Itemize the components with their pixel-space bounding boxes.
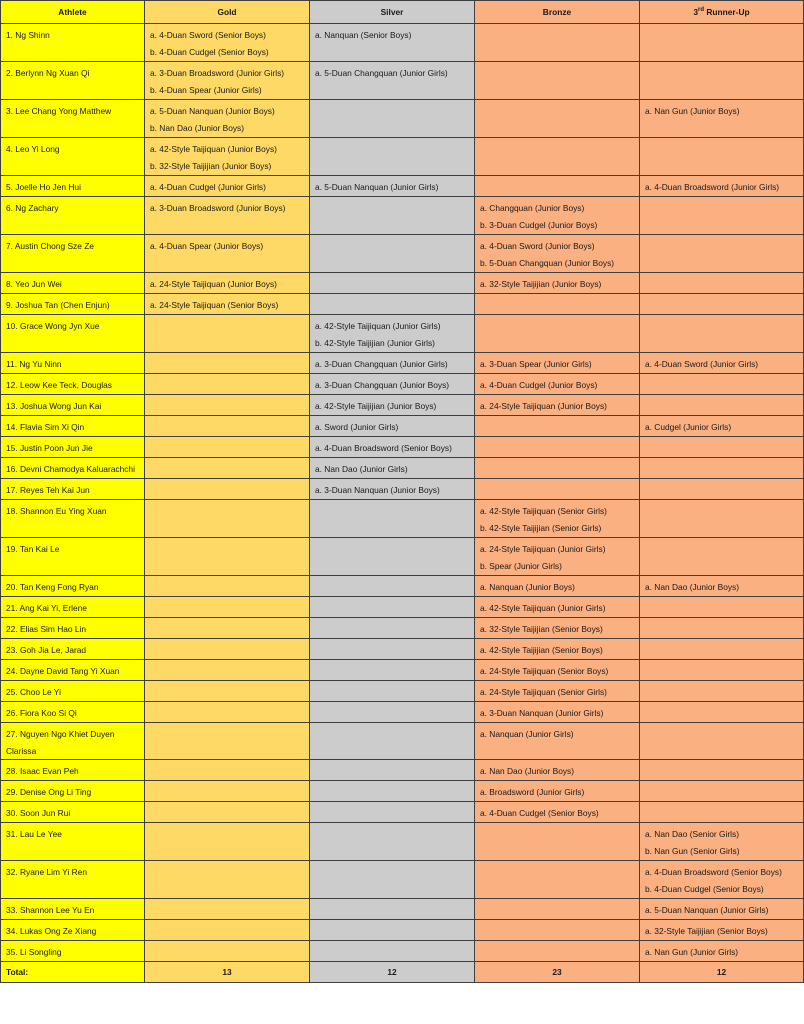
bronze-cell [475, 702, 640, 723]
runner-up-cell [640, 138, 804, 176]
runner-up-cell [640, 802, 804, 823]
table-body [1, 24, 804, 962]
event-entry: a. 5-Duan Nanquan (Junior Girls) [645, 905, 769, 915]
event-entry: a. 4-Duan Broadsword (Senior Boys) [315, 443, 452, 453]
table-row [1, 416, 804, 437]
header-row [1, 1, 804, 24]
gold-cell [145, 479, 310, 500]
bronze-cell [475, 458, 640, 479]
event-entry: b. 4-Duan Spear (Junior Girls) [150, 84, 262, 95]
table-row [1, 176, 804, 197]
event-entry: a. Changquan (Junior Boys) [480, 203, 585, 213]
runner-up-cell [640, 458, 804, 479]
total-row [1, 962, 804, 983]
table-row [1, 760, 804, 781]
event-entry: a. 42-Style Taijiquan (Junior Girls) [480, 603, 606, 613]
silver-cell [310, 24, 475, 62]
runner-up-cell [640, 500, 804, 538]
bronze-cell [475, 24, 640, 62]
bronze-cell [475, 941, 640, 962]
table-row [1, 802, 804, 823]
bronze-cell [475, 416, 640, 437]
athlete-name: 29. Denise Ong Li Ting [1, 781, 145, 802]
bronze-cell [475, 597, 640, 618]
runner-up-cell [640, 100, 804, 138]
event-entry: a. Nan Gun (Junior Boys) [645, 106, 740, 116]
gold-cell [145, 235, 310, 273]
event-entry: b. 4-Duan Cudgel (Senior Boys) [645, 883, 764, 894]
runner-up-cell [640, 374, 804, 395]
event-entry: a. 4-Duan Sword (Junior Girls) [645, 359, 759, 369]
runner-up-cell [640, 781, 804, 802]
athlete-name: 5. Joelle Ho Jen Hui [1, 176, 145, 197]
athlete-name: 16. Devni Chamodya Kaluarachchi [1, 458, 145, 479]
gold-cell [145, 941, 310, 962]
silver-cell [310, 920, 475, 941]
table-row [1, 702, 804, 723]
total-gold: 13 [145, 962, 310, 983]
event-entry: b. 42-Style Taijijian (Senior Girls) [480, 522, 602, 533]
athlete-name: 11. Ng Yu Ninn [1, 353, 145, 374]
silver-cell [310, 538, 475, 576]
table-row [1, 681, 804, 702]
bronze-cell [475, 920, 640, 941]
silver-cell [310, 235, 475, 273]
gold-cell [145, 597, 310, 618]
gold-cell [145, 197, 310, 235]
gold-cell [145, 681, 310, 702]
runner-up-cell [640, 273, 804, 294]
bronze-cell [475, 723, 640, 760]
silver-cell [310, 479, 475, 500]
gold-cell [145, 62, 310, 100]
event-entry: a. 24-Style Taijiquan (Senior Boys) [150, 300, 279, 310]
gold-cell [145, 353, 310, 374]
event-entry: a. 4-Duan Broadsword (Junior Girls) [645, 182, 780, 192]
runner-up-cell [640, 681, 804, 702]
runner-up-cell [640, 899, 804, 920]
runner-up-cell [640, 538, 804, 576]
gold-cell [145, 294, 310, 315]
silver-cell [310, 681, 475, 702]
silver-cell [310, 861, 475, 899]
athlete-name: 7. Austin Chong Sze Ze [1, 235, 145, 273]
runner-up-cell [640, 723, 804, 760]
runner-up-cell [640, 62, 804, 100]
event-entry: a. 4-Duan Cudgel (Senior Boys) [480, 808, 599, 818]
gold-cell [145, 100, 310, 138]
silver-cell [310, 197, 475, 235]
event-entry: b. 32-Style Taijijian (Junior Boys) [150, 160, 272, 171]
runner-up-cell [640, 660, 804, 681]
athlete-name: 3. Lee Chang Yong Matthew [1, 100, 145, 138]
table-row [1, 395, 804, 416]
table-row [1, 920, 804, 941]
runner-up-cell [640, 294, 804, 315]
bronze-cell [475, 395, 640, 416]
event-entry: a. Cudgel (Junior Girls) [645, 422, 732, 432]
event-entry: a. 4-Duan Broadsword (Senior Boys) [645, 867, 782, 877]
silver-cell [310, 781, 475, 802]
athlete-name: 1. Ng Shinn [1, 24, 145, 62]
bronze-cell [475, 62, 640, 100]
gold-cell [145, 920, 310, 941]
event-entry: a. 42-Style Taijiquan (Junior Boys) [150, 144, 277, 154]
total-runner-up: 12 [640, 962, 804, 983]
bronze-cell [475, 273, 640, 294]
gold-cell [145, 702, 310, 723]
silver-cell [310, 618, 475, 639]
bronze-cell [475, 437, 640, 458]
athlete-name: 31. Lau Le Yee [1, 823, 145, 861]
silver-cell [310, 395, 475, 416]
silver-cell [310, 374, 475, 395]
bronze-cell [475, 315, 640, 353]
silver-cell [310, 416, 475, 437]
bronze-cell [475, 479, 640, 500]
event-entry: a. 5-Duan Nanquan (Junior Boys) [150, 106, 275, 116]
gold-cell [145, 660, 310, 681]
silver-cell [310, 458, 475, 479]
silver-cell [310, 660, 475, 681]
event-entry: a. 42-Style Taijijian (Junior Boys) [315, 401, 437, 411]
table-row [1, 618, 804, 639]
event-entry: a. 24-Style Taijiquan (Senior Girls) [480, 687, 607, 697]
silver-cell [310, 62, 475, 100]
runner-up-cell [640, 941, 804, 962]
event-entry: b. Nan Gun (Senior Girls) [645, 845, 740, 856]
runner-up-cell [640, 597, 804, 618]
table-row [1, 374, 804, 395]
bronze-cell [475, 899, 640, 920]
athlete-name: 22. Elias Sim Hao Lin [1, 618, 145, 639]
athlete-name: 4. Leo Yi Long [1, 138, 145, 176]
table-row [1, 500, 804, 538]
header-runner-up-sup: rd [698, 7, 705, 14]
total-bronze: 23 [475, 962, 640, 983]
event-entry: a. 4-Duan Cudgel (Junior Girls) [150, 182, 266, 192]
athlete-name: 9. Joshua Tan (Chen Enjun) [1, 294, 145, 315]
table-row [1, 100, 804, 138]
bronze-cell [475, 681, 640, 702]
gold-cell [145, 176, 310, 197]
athlete-name: 15. Justin Poon Jun Jie [1, 437, 145, 458]
header-bronze: Bronze [475, 1, 640, 24]
event-entry: a. Nan Dao (Junior Boys) [645, 582, 740, 592]
silver-cell [310, 639, 475, 660]
athlete-name: 27. Nguyen Ngo Khiet Duyen Clarissa [1, 723, 145, 760]
runner-up-cell [640, 479, 804, 500]
runner-up-cell [640, 920, 804, 941]
event-entry: a. 24-Style Taijiquan (Junior Boys) [480, 401, 607, 411]
bronze-cell [475, 197, 640, 235]
athlete-name: 2. Berlynn Ng Xuan Qi [1, 62, 145, 100]
silver-cell [310, 597, 475, 618]
bronze-cell [475, 294, 640, 315]
event-entry: a. Nanquan (Junior Boys) [480, 582, 575, 592]
table-row [1, 437, 804, 458]
table-row [1, 597, 804, 618]
bronze-cell [475, 500, 640, 538]
runner-up-cell [640, 639, 804, 660]
runner-up-cell [640, 437, 804, 458]
event-entry: a. 3-Duan Broadsword (Junior Boys) [150, 203, 286, 213]
runner-up-cell [640, 760, 804, 781]
event-entry: b. Spear (Junior Girls) [480, 560, 562, 571]
athlete-name: 10. Grace Wong Jyn Xue [1, 315, 145, 353]
bronze-cell [475, 374, 640, 395]
event-entry: a. 3-Duan Spear (Junior Girls) [480, 359, 592, 369]
runner-up-cell [640, 197, 804, 235]
bronze-cell [475, 639, 640, 660]
silver-cell [310, 100, 475, 138]
silver-cell [310, 176, 475, 197]
table-row [1, 538, 804, 576]
silver-cell [310, 760, 475, 781]
athlete-name: 34. Lukas Ong Ze Xiang [1, 920, 145, 941]
runner-up-cell [640, 702, 804, 723]
table-row [1, 899, 804, 920]
table-row [1, 138, 804, 176]
event-entry: a. 42-Style Taijiquan (Senior Girls) [480, 506, 607, 516]
event-entry: b. 3-Duan Cudgel (Junior Boys) [480, 219, 598, 230]
runner-up-cell [640, 235, 804, 273]
header-runner-up-suffix: Runner-Up [704, 7, 750, 17]
bronze-cell [475, 802, 640, 823]
gold-cell [145, 24, 310, 62]
athlete-name: 8. Yeo Jun Wei [1, 273, 145, 294]
event-entry: a. 4-Duan Spear (Junior Boys) [150, 241, 264, 251]
bronze-cell [475, 235, 640, 273]
bronze-cell [475, 781, 640, 802]
athlete-name: 28. Isaac Evan Peh [1, 760, 145, 781]
runner-up-cell [640, 576, 804, 597]
event-entry: a. 4-Duan Sword (Senior Boys) [150, 30, 266, 40]
event-entry: a. 3-Duan Changquan (Junior Girls) [315, 359, 448, 369]
runner-up-cell [640, 861, 804, 899]
athlete-name: 23. Goh Jia Le, Jarad [1, 639, 145, 660]
bronze-cell [475, 576, 640, 597]
gold-cell [145, 500, 310, 538]
total-silver: 12 [310, 962, 475, 983]
gold-cell [145, 374, 310, 395]
runner-up-cell [640, 416, 804, 437]
athlete-name: 12. Leow Kee Teck, Douglas [1, 374, 145, 395]
event-entry: a. Nan Dao (Junior Girls) [315, 464, 408, 474]
event-entry: a. 5-Duan Changquan (Junior Girls) [315, 68, 448, 78]
gold-cell [145, 138, 310, 176]
event-entry: b. 42-Style Taijijian (Junior Girls) [315, 337, 435, 348]
athlete-name: 25. Choo Le Yi [1, 681, 145, 702]
silver-cell [310, 315, 475, 353]
event-entry: a. Nanquan (Senior Boys) [315, 30, 412, 40]
event-entry: b. 4-Duan Cudgel (Senior Boys) [150, 46, 269, 57]
table-row [1, 62, 804, 100]
runner-up-cell [640, 353, 804, 374]
runner-up-cell [640, 176, 804, 197]
athlete-name: 30. Soon Jun Rui [1, 802, 145, 823]
event-entry: a. 3-Duan Changquan (Junior Boys) [315, 380, 450, 390]
event-entry: a. 24-Style Taijiquan (Junior Boys) [150, 279, 277, 289]
header-silver: Silver [310, 1, 475, 24]
gold-cell [145, 416, 310, 437]
silver-cell [310, 941, 475, 962]
event-entry: a. 42-Style Taijiquan (Junior Girls) [315, 321, 441, 331]
event-entry: a. Nan Dao (Senior Girls) [645, 829, 740, 839]
silver-cell [310, 273, 475, 294]
athlete-name: 13. Joshua Wong Jun Kai [1, 395, 145, 416]
gold-cell [145, 823, 310, 861]
table-row [1, 781, 804, 802]
table-row [1, 639, 804, 660]
athlete-name: 14. Flavia Sim Xi Qin [1, 416, 145, 437]
athlete-name: 18. Shannon Eu Ying Xuan [1, 500, 145, 538]
event-entry: a. 32-Style Taijijian (Junior Boys) [480, 279, 602, 289]
gold-cell [145, 315, 310, 353]
table-row [1, 823, 804, 861]
gold-cell [145, 273, 310, 294]
athlete-name: 21. Ang Kai Yi, Erlene [1, 597, 145, 618]
bronze-cell [475, 823, 640, 861]
header-runner-up-prefix: 3 [693, 7, 699, 17]
event-entry: a. 3-Duan Broadsword (Junior Girls) [150, 68, 285, 78]
table-row [1, 294, 804, 315]
gold-cell [145, 437, 310, 458]
bronze-cell [475, 353, 640, 374]
event-entry: a. 42-Style Taijijian (Senior Boys) [480, 645, 603, 655]
gold-cell [145, 639, 310, 660]
bronze-cell [475, 618, 640, 639]
silver-cell [310, 138, 475, 176]
athlete-name: 17. Reyes Teh Kai Jun [1, 479, 145, 500]
table-row [1, 479, 804, 500]
athlete-name: 35. Li Songling [1, 941, 145, 962]
silver-cell [310, 702, 475, 723]
gold-cell [145, 576, 310, 597]
silver-cell [310, 802, 475, 823]
silver-cell [310, 576, 475, 597]
silver-cell [310, 823, 475, 861]
event-entry: a. 24-Style Taijiquan (Senior Boys) [480, 666, 609, 676]
runner-up-cell [640, 315, 804, 353]
silver-cell [310, 899, 475, 920]
event-entry: a. 4-Duan Cudgel (Junior Boys) [480, 380, 598, 390]
athlete-name: 33. Shannon Lee Yu En [1, 899, 145, 920]
event-entry: a. 3-Duan Nanquan (Junior Girls) [480, 708, 604, 718]
gold-cell [145, 458, 310, 479]
table-row [1, 197, 804, 235]
bronze-cell [475, 138, 640, 176]
bronze-cell [475, 176, 640, 197]
athlete-name: 32. Ryane Lim Yi Ren [1, 861, 145, 899]
runner-up-cell [640, 823, 804, 861]
table-row [1, 861, 804, 899]
header-runner-up [640, 1, 804, 24]
gold-cell [145, 760, 310, 781]
athlete-name: 19. Tan Kai Le [1, 538, 145, 576]
event-entry: a. 3-Duan Nanquan (Junior Boys) [315, 485, 440, 495]
gold-cell [145, 802, 310, 823]
gold-cell [145, 781, 310, 802]
table-row [1, 660, 804, 681]
total-label: Total: [1, 962, 145, 983]
table-row [1, 273, 804, 294]
table-row [1, 353, 804, 374]
table-row [1, 235, 804, 273]
gold-cell [145, 861, 310, 899]
event-entry: a. 4-Duan Sword (Junior Boys) [480, 241, 595, 251]
table-row [1, 576, 804, 597]
bronze-cell [475, 861, 640, 899]
table-row [1, 723, 804, 760]
gold-cell [145, 899, 310, 920]
gold-cell [145, 618, 310, 639]
athlete-name: 6. Ng Zachary [1, 197, 145, 235]
runner-up-cell [640, 395, 804, 416]
event-entry: b. Nan Dao (Junior Boys) [150, 122, 245, 133]
event-entry: b. 5-Duan Changquan (Junior Boys) [480, 257, 615, 268]
silver-cell [310, 723, 475, 760]
table-row [1, 458, 804, 479]
silver-cell [310, 294, 475, 315]
header-athlete: Athlete [1, 1, 145, 24]
table-row [1, 941, 804, 962]
event-entry: a. Broadsword (Junior Girls) [480, 787, 585, 797]
event-entry: a. 24-Style Taijiquan (Junior Girls) [480, 544, 606, 554]
bronze-cell [475, 538, 640, 576]
athlete-name: 26. Fiora Koo Si Qi [1, 702, 145, 723]
athlete-name: 20. Tan Keng Fong Ryan [1, 576, 145, 597]
silver-cell [310, 500, 475, 538]
bronze-cell [475, 100, 640, 138]
runner-up-cell [640, 618, 804, 639]
runner-up-cell [640, 24, 804, 62]
event-entry: a. Nan Gun (Junior Girls) [645, 947, 739, 957]
header-gold: Gold [145, 1, 310, 24]
gold-cell [145, 395, 310, 416]
event-entry: a. Nanquan (Junior Girls) [480, 729, 574, 739]
event-entry: a. Sword (Junior Girls) [315, 422, 399, 432]
athlete-name: 24. Dayne David Tang Yi Xuan [1, 660, 145, 681]
bronze-cell [475, 660, 640, 681]
bronze-cell [475, 760, 640, 781]
gold-cell [145, 538, 310, 576]
event-entry: a. 32-Style Taijijian (Senior Boys) [645, 926, 768, 936]
silver-cell [310, 353, 475, 374]
event-entry: a. 32-Style Taijijian (Senior Boys) [480, 624, 603, 634]
table-row [1, 24, 804, 62]
event-entry: a. Nan Dao (Junior Boys) [480, 766, 575, 776]
table-row [1, 315, 804, 353]
gold-cell [145, 723, 310, 760]
event-entry: a. 5-Duan Nanquan (Junior Girls) [315, 182, 439, 192]
silver-cell [310, 437, 475, 458]
